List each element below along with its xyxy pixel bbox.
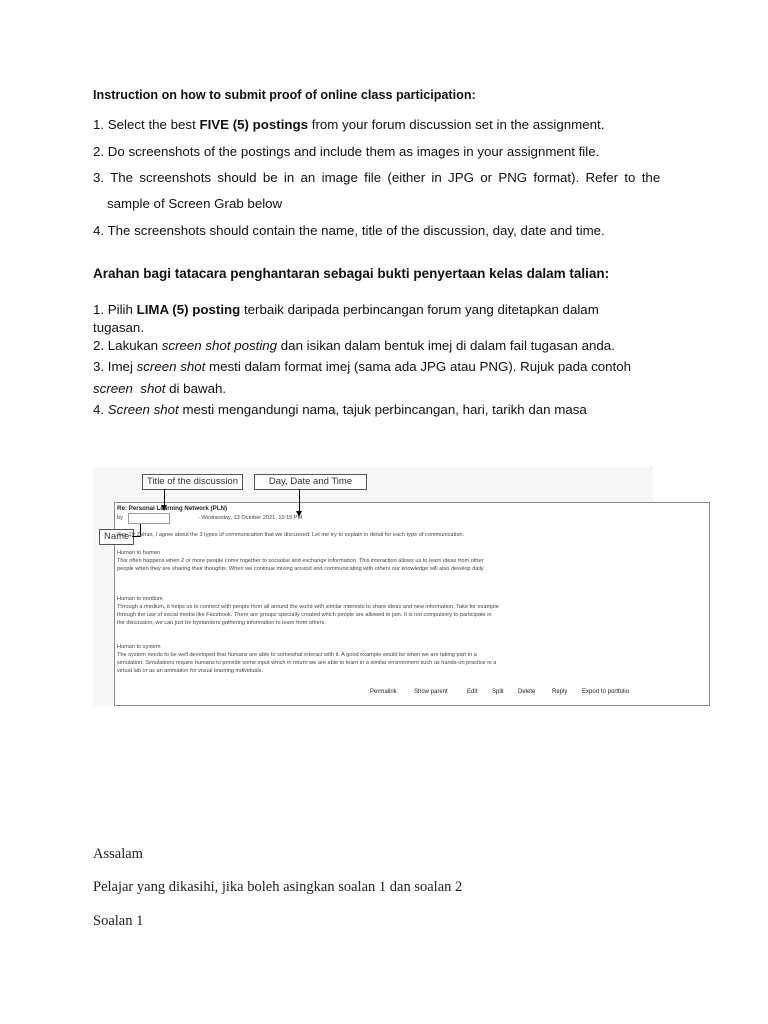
malay-item-4 xyxy=(93,402,587,417)
item-number: 1. xyxy=(93,117,105,132)
post-paragraph-3b: simulation. Simulations require humans to provide some input which in return we are able to learn in a similar environment such as hands-on practice in a xyxy=(117,660,497,666)
malay-item-1 xyxy=(93,302,599,317)
item-text-pre: Select the best xyxy=(107,117,200,132)
item-text-pre: 1. Pilih xyxy=(93,302,137,317)
arrow-to-title xyxy=(164,489,165,506)
split-link[interactable]: Split xyxy=(492,689,504,695)
post-paragraph-1a: This often happens when 2 or more people come together to socialise and exchange information. This interaction allows us to learn ideas from other xyxy=(117,558,484,564)
edit-link[interactable]: Edit xyxy=(467,689,478,695)
item-text-italic: screen shot posting xyxy=(161,338,278,353)
post-subheading-3: Human to system xyxy=(117,644,161,650)
item-text-pre: 4. xyxy=(93,402,108,417)
english-item-4: 4. The screenshots should contain the name, title of the discussion, day, date and time. xyxy=(93,223,605,238)
item-text-bold: LIMA (5) posting xyxy=(136,302,241,317)
delete-link[interactable]: Delete xyxy=(518,689,536,695)
english-item-1 xyxy=(93,117,604,132)
show-parent-link[interactable]: Show parent xyxy=(414,689,448,695)
post-subheading-2: Human to medium xyxy=(117,596,163,602)
item-text-post: mesti mengandungi nama, tajuk perbincangan, hari, tarikh dan masa xyxy=(178,402,587,417)
callout-title-of-discussion: Title of the discussion xyxy=(142,474,243,490)
post-paragraph-2b: through the use of social media like Facebook. There are groups specially created which people are allowed to join. It is not compulsory to participate in xyxy=(117,612,492,618)
item-text-pre: 3. Imej xyxy=(93,359,137,374)
author-name-box xyxy=(128,513,170,524)
item-text-bold: FIVE (5) postings xyxy=(199,117,309,132)
item-text-italic: Screen shot xyxy=(107,402,179,417)
post-paragraph-3a: The system needs to be well developed that humans are able to somewhat interact with it. A good example would be when we are taking part in a xyxy=(117,652,477,658)
post-paragraph-2c: the discussion, we can just be bystanders gathering information to learn from others. xyxy=(117,620,326,626)
item-text-post: terbaik daripada perbincangan forum yang ditetapkan dalam xyxy=(240,302,599,317)
greeting-text: Assalam xyxy=(93,846,143,862)
item-text-italic: screen shot xyxy=(93,381,166,396)
post-paragraph-2a: Through a medium, it helps us to connect with people from all around the world with similar interests to share ideas and new information. Take for example xyxy=(117,604,499,610)
post-date: - Wednesday, 13 October 2021, 10:15 PM xyxy=(198,515,303,521)
item-text-post: di bawah. xyxy=(165,381,227,396)
item-text-post: mesti dalam format imej (sama ada JPG atau PNG). Rujuk pada contoh xyxy=(205,359,632,374)
permalink-link[interactable]: Permalink xyxy=(370,689,397,695)
item-text-post: dan isikan dalam bentuk imej di dalam fail tugasan anda. xyxy=(277,338,615,353)
english-item-2: 2. Do screenshots of the postings and include them as images in your assignment file. xyxy=(93,144,600,159)
post-paragraph-1b: people when they are sharing their thoughts. When we continue mixing around and communicating with others our knowledge will also develop daily. xyxy=(117,566,485,572)
export-to-portfolio-link[interactable]: Export to portfolio xyxy=(582,689,630,695)
english-item-3-line-1: 3. The screenshots should be in an image file (either in JPG or PNG format). Refer to the xyxy=(93,170,661,185)
reply-link[interactable]: Reply xyxy=(552,689,568,695)
item-text-post: from your forum discussion set in the assignment. xyxy=(308,117,605,132)
callout-day-date-time: Day, Date and Time xyxy=(254,474,367,490)
english-heading: Instruction on how to submit proof of online class participation: xyxy=(93,88,476,102)
post-by-label: by xyxy=(117,515,123,521)
malay-heading: Arahan bagi tatacara penghantaran sebagai bukti penyertaan kelas dalam talian: xyxy=(93,266,610,281)
post-paragraph-3c: virtual lab or as an animation for visual learning individuals. xyxy=(117,668,264,674)
malay-item-2 xyxy=(93,338,615,353)
post-title: Re: Personal Learning Network (PLN) xyxy=(117,505,228,512)
callout-name: Name xyxy=(99,529,134,545)
malay-item-3-line-2 xyxy=(93,381,226,396)
student-note-text: Pelajar yang dikasihi, jika boleh asingkan soalan 1 dan soalan 2 xyxy=(93,879,463,895)
malay-item-1-line-2: tugasan. xyxy=(93,320,145,335)
malay-item-3 xyxy=(93,359,631,374)
item-text-pre: 2. Lakukan xyxy=(93,338,162,353)
arrow-to-date xyxy=(299,489,300,512)
post-intro: Yes, Dr Zahari, I agree about the 3 types of communication that we discussed. Let me try to explain in detail for each type of communication. xyxy=(117,532,465,538)
english-item-3-line-2: sample of Screen Grab below xyxy=(107,196,283,211)
question-1-label: Soalan 1 xyxy=(93,913,144,929)
item-text-italic: screen shot xyxy=(136,359,206,374)
post-subheading-1: Human to human xyxy=(117,550,160,556)
